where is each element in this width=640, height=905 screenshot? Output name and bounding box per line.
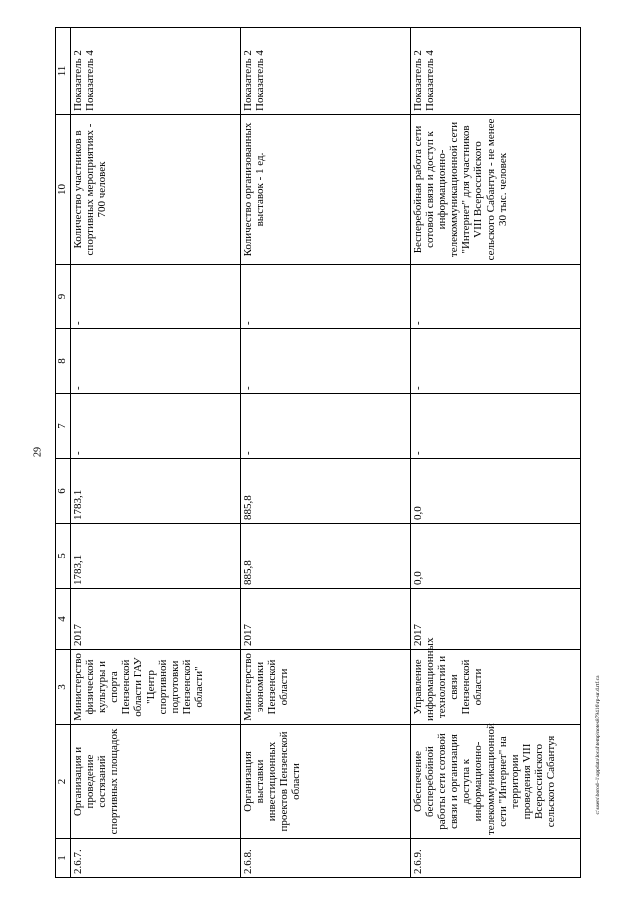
page-number: 29: [32, 447, 44, 457]
executor-cell: Министерство физической культуры и спорта Пензенской области ГАУ "Центр спортивной подготовки Пензенской области": [71, 650, 241, 725]
table-row: [241, 28, 411, 878]
year-cell: 2017: [71, 589, 241, 650]
program-activities-table: [55, 27, 581, 878]
funding-cell: 1783,1: [71, 524, 241, 589]
column-number: 7: [56, 394, 71, 459]
executor-cell: Управление информационных технологий и связи Пензенской области: [411, 650, 581, 725]
funding-cell: -: [411, 265, 581, 329]
column-number: 2: [56, 725, 71, 839]
row-number-cell: 2.6.7.: [71, 839, 241, 878]
column-number: 11: [56, 28, 71, 115]
result-cell: Бесперебойная работа сети сотовой связи и доступ к информационно-телекоммуникационной сети "Интернет" для участников VIII Всероссийского сельского Сабантуя - не менее 30 тыс. человек: [411, 115, 581, 265]
row-number-cell: 2.6.9.: [411, 839, 581, 878]
event-cell: Организация и проведение состязаний спортивных площадок: [71, 725, 241, 839]
funding-cell: -: [241, 329, 411, 394]
result-cell: Количество организованных выставок - 1 ед.: [241, 115, 411, 265]
column-number: 6: [56, 459, 71, 524]
event-cell: Организация выставки инвестиционных проектов Пензенской области: [241, 725, 411, 839]
funding-cell: 0,0: [411, 459, 581, 524]
column-number: 1: [56, 839, 71, 878]
result-cell: Количество участников в спортивных мероприятиях - 700 человек: [71, 115, 241, 265]
column-number-row: [56, 28, 71, 878]
funding-cell: -: [71, 394, 241, 459]
column-number: 3: [56, 650, 71, 725]
year-cell: 2017: [411, 589, 581, 650]
funding-cell: -: [411, 329, 581, 394]
executor-cell: Министерство экономики Пензенской области: [241, 650, 411, 725]
funding-cell: 1783,1: [71, 459, 241, 524]
rotated-table-container: [55, 28, 585, 878]
funding-cell: -: [241, 394, 411, 459]
funding-cell: -: [241, 265, 411, 329]
funding-cell: 885,8: [241, 524, 411, 589]
column-number: 10: [56, 115, 71, 265]
funding-cell: -: [71, 329, 241, 394]
funding-cell: 0,0: [411, 524, 581, 589]
file-path-footer: c:\users\borod~1\appdata\local\temp\notes879416\rp-ur.d.rtf.ca: [595, 675, 601, 815]
table-row: [71, 28, 241, 878]
column-number: 9: [56, 265, 71, 329]
row-number-cell: 2.6.8.: [241, 839, 411, 878]
event-cell: Обеспечение бесперебойной работы сети сотовой связи и организация доступа к информационно-телекоммуникационной сети "Интернет" на территории проведения VIII Всероссийского сельского Сабантуя: [411, 725, 581, 839]
indicators-cell: Показатель 2 Показатель 4: [71, 28, 241, 115]
column-number: 8: [56, 329, 71, 394]
column-number: 5: [56, 524, 71, 589]
column-number: 4: [56, 589, 71, 650]
funding-cell: -: [71, 265, 241, 329]
funding-cell: 885,8: [241, 459, 411, 524]
year-cell: 2017: [241, 589, 411, 650]
indicators-cell: Показатель 2 Показатель 4: [241, 28, 411, 115]
table-row: [411, 28, 581, 878]
funding-cell: -: [411, 394, 581, 459]
indicators-cell: Показатель 2 Показатель 4: [411, 28, 581, 115]
